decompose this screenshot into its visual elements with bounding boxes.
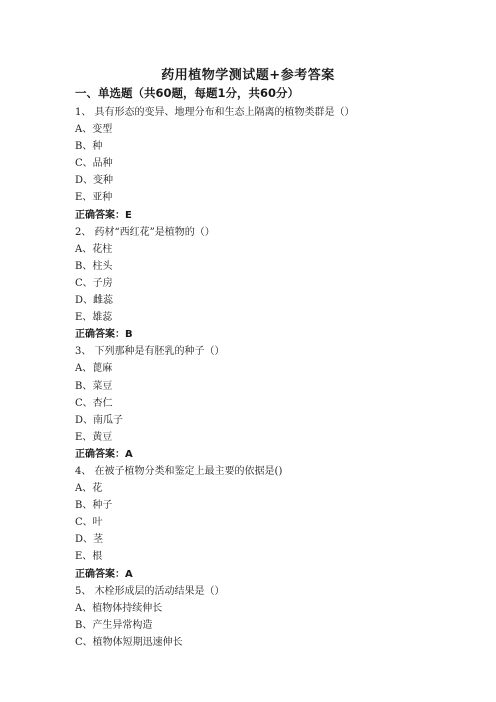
option-item: D、雌蕊 xyxy=(75,295,114,307)
option-item: A、植物体持续伸长 xyxy=(75,602,163,614)
option-item: B、产生异常构造 xyxy=(75,619,153,631)
correct-answer: 正确答案：B xyxy=(75,329,133,341)
correct-answer: 正确答案：E xyxy=(75,209,132,221)
option-item: A、蓖麻 xyxy=(75,363,113,375)
option-item: E、亚种 xyxy=(75,192,113,204)
option-item: A、花柱 xyxy=(75,243,113,255)
option-item: C、品种 xyxy=(75,158,113,170)
option-item: B、菜豆 xyxy=(75,380,113,392)
correct-answer: 正确答案：A xyxy=(75,448,133,460)
option-item: D、茎 xyxy=(75,534,104,546)
correct-answer: 正确答案：A xyxy=(75,568,133,580)
option-item: C、子房 xyxy=(75,277,113,289)
question-list xyxy=(75,104,435,651)
question-stem: 4、 在被子植物分类和鉴定上最主要的依据是() xyxy=(75,465,283,477)
option-item: A、花 xyxy=(75,483,103,495)
option-item: D、变种 xyxy=(75,175,114,187)
option-item: E、雄蕊 xyxy=(75,312,113,324)
option-item: B、柱头 xyxy=(75,260,113,272)
question-stem: 5、 木栓形成层的活动结果是（） xyxy=(75,585,225,597)
option-item: C、叶 xyxy=(75,517,103,529)
option-item: C、植物体短期迅速伸长 xyxy=(75,636,183,648)
option-item: D、南瓜子 xyxy=(75,414,124,426)
question-stem: 2、 药材“西红花”是植物的（） xyxy=(75,226,215,238)
option-item: E、黄豆 xyxy=(75,431,113,443)
question-stem: 1、 具有形态的变异、地理分布和生态上隔离的植物类群是（） xyxy=(75,107,355,118)
option-item: B、种子 xyxy=(75,500,113,512)
document-title: 药用植物学测试题+参考答案 xyxy=(161,68,335,83)
option-item: B、种 xyxy=(75,141,103,153)
option-item: E、根 xyxy=(75,551,103,563)
option-item: C、杏仁 xyxy=(75,397,113,409)
section-heading: 一、单选题（共60题，每题1分，共60分） xyxy=(75,86,300,100)
question-stem: 3、 下列那种是有胚乳的种子（） xyxy=(75,346,225,358)
option-item: A、变型 xyxy=(75,124,113,136)
